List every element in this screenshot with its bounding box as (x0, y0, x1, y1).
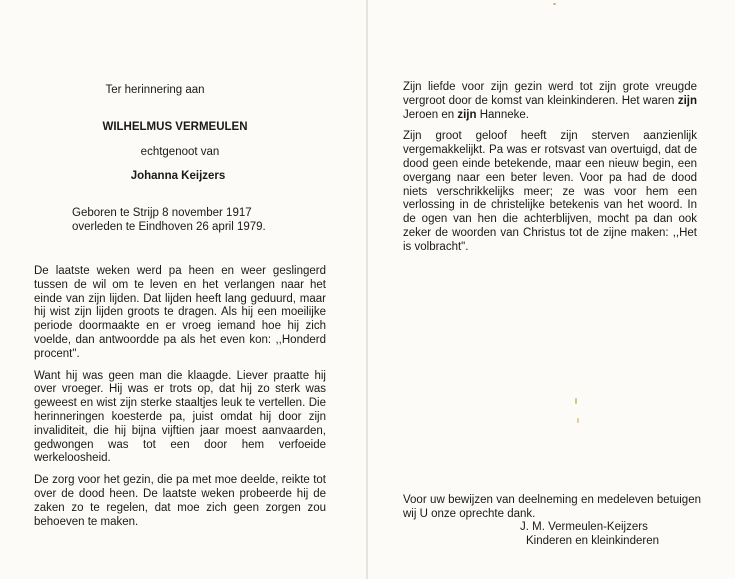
birth-line: Geboren te Strijp 8 november 1917 (72, 207, 252, 219)
emphasis: zijn (677, 94, 697, 107)
paragraph: De laatste weken werd pa heen en weer geslingerd tussen de wil om te leven en het verlangen naar het einde van zijn lijden. Dat lijden heeft lang geduurd, maar hij wist zijn lijden groots te dragen. Als hij een moeilijke periode doormaakte en er vroeg iemand hoe hij zich voelde, dan antwoordde pa als het even kon: ,,Honderd procent". (34, 265, 326, 360)
paper-speck (577, 418, 579, 423)
death-line: overleden te Eindhoven 26 april 1979. (72, 221, 266, 233)
relation-line: echtgenoot van (140, 146, 220, 158)
paper-speck (553, 3, 556, 5)
intro-line: Ter herinnering aan (105, 84, 205, 96)
paragraph: Zijn groot geloof heeft zijn sterven aanzienlijk vergemakkelijkt. Pa was er rotsvast van overtuigd, dat de dood geen einde betekende, maar een nieuw begin, een overgang naar een beter leven. Voor pa had de dood niets verschrikkelijks meer; ze was voor hem een verlossing in de christelijke betekenis van het woord. In de ogen van hen die achterblijven, mocht pa dan ook zeker de woorden van Christus tot de zijne maken: ,,Het is volbracht". (403, 130, 697, 253)
paper-speck (575, 398, 577, 404)
signature-line: J. M. Vermeulen-Keijzers (520, 521, 648, 533)
paragraph-text: Hanneke. (479, 108, 529, 121)
spouse-name: Johanna Keijzers (130, 170, 226, 182)
emphasis: zijn (457, 108, 477, 121)
deceased-name: WILHELMUS VERMEULEN (102, 121, 248, 133)
paragraph: Want hij was geen man die klaagde. Liever praatte hij over vroeger. Hij was er trots op, dat hij zo sterk was geweest en wist zijn sterke staaltjes leuk te vertellen. Die herinneringen koesterde pa, juist omdat hij door zijn invaliditeit, die hij bijna vijftien jaar moest aanvaarden, gedwongen was tot een door hem verfoeide werkeloosheid. (34, 369, 326, 465)
right-page (368, 0, 735, 579)
paragraph (403, 81, 697, 122)
thanks-text: Voor uw bewijzen van deelneming en medeleven betuigen wij U onze oprechte dank. (403, 494, 701, 520)
right-body (403, 81, 697, 263)
paragraph: De zorg voor het gezin, die pa met moe deelde, reikte tot over de dood heen. De laatste weken probeerde hij de zaken zo te regelen, dat moe zich geen zorgen zou behoeven te maken. (34, 474, 326, 528)
paragraph-text: Zijn liefde voor zijn gezin werd tot zijn grote vreugde vergroot door de komst van kleinkinderen. Het waren (403, 81, 697, 107)
left-body (34, 265, 326, 537)
signature-line: Kinderen en kleinkinderen (526, 535, 659, 547)
left-page (0, 0, 367, 579)
paragraph-text: Jeroen en (403, 108, 455, 121)
